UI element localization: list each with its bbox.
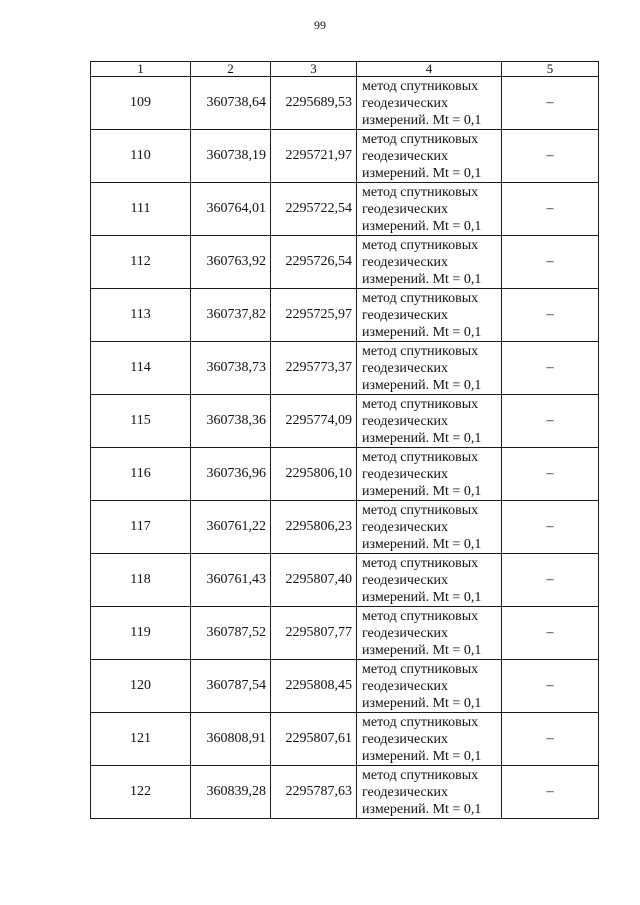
point-number: 114 (91, 342, 191, 395)
column-5-value: – (502, 183, 599, 236)
column-5-value: – (502, 713, 599, 766)
table-row (91, 607, 599, 660)
header-cell-5: 5 (502, 62, 599, 77)
measurement-method (357, 395, 502, 448)
measurement-method (357, 660, 502, 713)
method-line-1: метод спутниковых (362, 555, 479, 571)
coordinate-y: 2295806,10 (271, 448, 357, 501)
table-row (91, 77, 599, 130)
method-line-2: геодезических (362, 307, 449, 323)
point-number: 113 (91, 289, 191, 342)
coordinate-y: 2295806,23 (271, 501, 357, 554)
coordinate-x: 360787,52 (191, 607, 271, 660)
point-number: 110 (91, 130, 191, 183)
coordinate-y: 2295808,45 (271, 660, 357, 713)
coordinate-y: 2295774,09 (271, 395, 357, 448)
coordinates-table (90, 61, 599, 819)
coordinate-x: 360761,22 (191, 501, 271, 554)
coordinate-x: 360738,19 (191, 130, 271, 183)
coordinate-x: 360763,92 (191, 236, 271, 289)
table-body (91, 62, 599, 819)
measurement-method (357, 183, 502, 236)
column-5-value: – (502, 289, 599, 342)
table-row (91, 342, 599, 395)
column-5-value: – (502, 236, 599, 289)
point-number: 112 (91, 236, 191, 289)
coordinate-x: 360839,28 (191, 766, 271, 819)
method-line-2: геодезических (362, 731, 449, 747)
column-5-value: – (502, 766, 599, 819)
measurement-method (357, 766, 502, 819)
table-row (91, 766, 599, 819)
header-cell-3: 3 (271, 62, 357, 77)
method-line-3: измерений. Mt = 0,1 (362, 536, 482, 552)
point-number: 121 (91, 713, 191, 766)
coordinate-y: 2295726,54 (271, 236, 357, 289)
method-line-2: геодезических (362, 519, 449, 535)
point-number: 111 (91, 183, 191, 236)
column-5-value: – (502, 607, 599, 660)
method-line-3: измерений. Mt = 0,1 (362, 112, 482, 128)
method-line-3: измерений. Mt = 0,1 (362, 271, 482, 287)
method-line-2: геодезических (362, 413, 449, 429)
point-number: 119 (91, 607, 191, 660)
method-line-1: метод спутниковых (362, 714, 479, 730)
table-row (91, 130, 599, 183)
method-line-2: геодезических (362, 625, 449, 641)
coordinate-x: 360738,36 (191, 395, 271, 448)
method-line-2: геодезических (362, 784, 449, 800)
column-5-value: – (502, 501, 599, 554)
method-line-2: геодезических (362, 254, 449, 270)
table-row (91, 236, 599, 289)
table-row (91, 713, 599, 766)
coordinate-y: 2295787,63 (271, 766, 357, 819)
point-number: 115 (91, 395, 191, 448)
measurement-method (357, 342, 502, 395)
coordinate-x: 360808,91 (191, 713, 271, 766)
header-cell-1: 1 (91, 62, 191, 77)
table-row (91, 183, 599, 236)
coordinate-y: 2295807,40 (271, 554, 357, 607)
coordinate-y: 2295773,37 (271, 342, 357, 395)
method-line-3: измерений. Mt = 0,1 (362, 748, 482, 764)
method-line-2: геодезических (362, 148, 449, 164)
method-line-1: метод спутниковых (362, 449, 479, 465)
point-number: 117 (91, 501, 191, 554)
method-line-2: геодезических (362, 201, 449, 217)
point-number: 122 (91, 766, 191, 819)
coordinate-x: 360761,43 (191, 554, 271, 607)
method-line-1: метод спутниковых (362, 396, 479, 412)
table-row (91, 554, 599, 607)
method-line-3: измерений. Mt = 0,1 (362, 589, 482, 605)
method-line-3: измерений. Mt = 0,1 (362, 430, 482, 446)
method-line-1: метод спутниковых (362, 290, 479, 306)
method-line-3: измерений. Mt = 0,1 (362, 377, 482, 393)
method-line-1: метод спутниковых (362, 608, 479, 624)
measurement-method (357, 713, 502, 766)
coordinate-y: 2295725,97 (271, 289, 357, 342)
method-line-2: геодезических (362, 466, 449, 482)
coordinate-x: 360736,96 (191, 448, 271, 501)
column-5-value: – (502, 660, 599, 713)
method-line-1: метод спутниковых (362, 131, 479, 147)
measurement-method (357, 448, 502, 501)
method-line-1: метод спутниковых (362, 184, 479, 200)
method-line-3: измерений. Mt = 0,1 (362, 165, 482, 181)
measurement-method (357, 130, 502, 183)
coordinate-y: 2295722,54 (271, 183, 357, 236)
coordinate-y: 2295689,53 (271, 77, 357, 130)
column-5-value: – (502, 554, 599, 607)
table-row (91, 448, 599, 501)
coordinate-y: 2295807,61 (271, 713, 357, 766)
page-number: 99 (314, 18, 326, 32)
measurement-method (357, 501, 502, 554)
method-line-1: метод спутниковых (362, 237, 479, 253)
table-row (91, 660, 599, 713)
method-line-2: геодезических (362, 360, 449, 376)
point-number: 120 (91, 660, 191, 713)
coordinate-x: 360787,54 (191, 660, 271, 713)
method-line-2: геодезических (362, 95, 449, 111)
measurement-method (357, 236, 502, 289)
method-line-1: метод спутниковых (362, 343, 479, 359)
measurement-method (357, 289, 502, 342)
column-5-value: – (502, 130, 599, 183)
coordinate-y: 2295721,97 (271, 130, 357, 183)
method-line-3: измерений. Mt = 0,1 (362, 642, 482, 658)
point-number: 118 (91, 554, 191, 607)
column-5-value: – (502, 448, 599, 501)
coordinate-x: 360764,01 (191, 183, 271, 236)
measurement-method (357, 554, 502, 607)
table-row (91, 289, 599, 342)
coordinate-x: 360738,64 (191, 77, 271, 130)
table-row (91, 501, 599, 554)
method-line-2: геодезических (362, 678, 449, 694)
column-5-value: – (502, 395, 599, 448)
column-5-value: – (502, 342, 599, 395)
coordinate-x: 360738,73 (191, 342, 271, 395)
coordinate-y: 2295807,77 (271, 607, 357, 660)
point-number: 116 (91, 448, 191, 501)
measurement-method (357, 77, 502, 130)
method-line-3: измерений. Mt = 0,1 (362, 695, 482, 711)
method-line-3: измерений. Mt = 0,1 (362, 483, 482, 499)
header-cell-2: 2 (191, 62, 271, 77)
method-line-1: метод спутниковых (362, 78, 479, 94)
table-row (91, 395, 599, 448)
method-line-1: метод спутниковых (362, 661, 479, 677)
method-line-3: измерений. Mt = 0,1 (362, 218, 482, 234)
header-cell-4: 4 (357, 62, 502, 77)
method-line-3: измерений. Mt = 0,1 (362, 324, 482, 340)
method-line-1: метод спутниковых (362, 767, 479, 783)
column-5-value: – (502, 77, 599, 130)
point-number: 109 (91, 77, 191, 130)
method-line-1: метод спутниковых (362, 502, 479, 518)
method-line-2: геодезических (362, 572, 449, 588)
table-header-row (91, 62, 599, 77)
method-line-3: измерений. Mt = 0,1 (362, 801, 482, 817)
measurement-method (357, 607, 502, 660)
coordinate-x: 360737,82 (191, 289, 271, 342)
